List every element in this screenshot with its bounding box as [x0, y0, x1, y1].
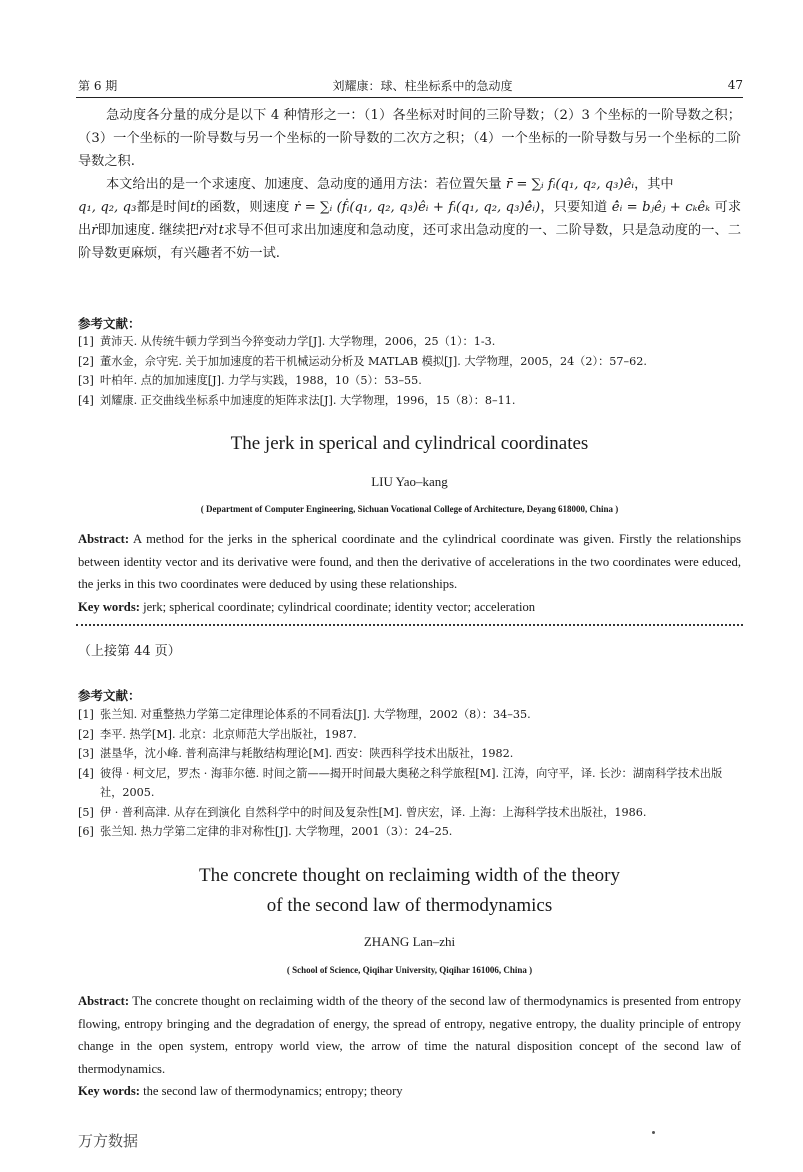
- p2-text-d: 都是时间: [136, 200, 191, 215]
- article2-abstract: [78, 990, 741, 1080]
- article2-affiliation: ( School of Science, Qiqihar University, Qiqihar 161006, China ): [286, 965, 533, 975]
- running-header: [78, 74, 743, 96]
- reference-text: 黄沛天. 从传统牛顿力学到当今猝变动力学[J]. 大学物理，2006，25（1）：1-3.: [100, 335, 496, 348]
- velocity-formula: ṙ = ∑ᵢ (ḟᵢ(q₁, q₂, q₃)êᵢ + fᵢ(q₁, q₂, q₃)ê̇ᵢ): [294, 200, 541, 215]
- reference-number: [1]: [78, 708, 94, 721]
- reference-text: 张兰知. 对重整热力学第二定律理论体系的不同看法[J]. 大学物理，2002（8）：34–35.: [100, 708, 531, 721]
- reference-item: [78, 764, 741, 803]
- footer-watermark: 万方数据: [78, 1132, 139, 1150]
- reference-number: [6]: [78, 825, 94, 838]
- abstract-label: Abstract:: [78, 532, 130, 546]
- reference-number: [1]: [78, 335, 94, 348]
- reference-number: [4]: [78, 393, 94, 407]
- reference-item: [78, 391, 741, 411]
- p2-time-var: t: [190, 200, 196, 215]
- reference-text: 伊 · 普利高津. 从存在到演化 自然科学中的时间及复杂性[M]. 曾庆宏，译. 上海：上海科学技术出版社，1986.: [100, 805, 647, 819]
- reference-item: [78, 822, 741, 842]
- p2-text-b: ，其中: [634, 177, 674, 192]
- references-list-2: [78, 705, 741, 842]
- keywords-text: jerk; spherical coordinate; cylindrical coordinate; identity vector; acceleration: [139, 600, 536, 614]
- body-paragraph-1: [78, 104, 741, 173]
- reference-number: [3]: [78, 374, 94, 387]
- reference-number: [5]: [78, 805, 94, 819]
- article1-english-title: The jerk in sperical and cylindrical coordinates: [230, 433, 589, 454]
- continued-note: （上接第 44 页）: [78, 644, 181, 659]
- article1-keywords: [78, 596, 741, 619]
- reference-item: [78, 744, 741, 764]
- reference-number: [3]: [78, 747, 94, 760]
- keywords-label: Key words:: [78, 600, 140, 614]
- reference-number: [2]: [78, 727, 94, 741]
- reference-item: [78, 371, 741, 391]
- reference-item: [78, 352, 741, 372]
- body-paragraph-1-text: 急动度各分量的成分是以下 4 种情形之一：（1）各坐标对时间的三阶导数；（2）3 个坐标的一阶导数之积；（3）一个坐标的一阶导数与另一个坐标的一阶导数的二次方之积；（4）一个坐标的一阶导数与另一个坐标的二阶导数之积.: [78, 108, 741, 169]
- unit-vector-derivative-formula: ê̇ᵢ = bⱼêⱼ + cₖêₖ: [611, 200, 711, 215]
- p2-coords: q₁, q₂, q₃: [78, 200, 137, 215]
- article2-author: ZHANG Lan–zhi: [363, 934, 456, 949]
- reference-item: [78, 705, 741, 725]
- scan-dot: [652, 1131, 655, 1134]
- p2-text-i: 对: [205, 223, 219, 238]
- section-separator: [76, 624, 743, 626]
- reference-item: [78, 803, 741, 823]
- reference-item: [78, 332, 741, 352]
- article1-affiliation: ( Department of Computer Engineering, Sichuan Vocational College of Architecture, Deyang 618000, China ): [200, 504, 619, 514]
- abstract-label-2: Abstract:: [78, 994, 130, 1008]
- abstract-text: A method for the jerks in the spherical coordinate and the cylindrical coordinate was given. Firstly the relationships between identity vector and its derivative were found, and then the derivative of accelerations in the two coordinates were educed, the jerks in this two coordinates were deduced by using these relationships.: [78, 532, 741, 591]
- p2-text-f: ，只要知道: [540, 200, 608, 215]
- article1-author: LIU Yao–kang: [371, 474, 448, 489]
- keywords-label-2: Key words:: [78, 1084, 140, 1098]
- issue-label: 第 6 期: [78, 78, 118, 93]
- article2-english-title-line-2: of the second law of thermodynamics: [266, 895, 553, 916]
- p2-rdot-2: ṙ: [198, 223, 206, 238]
- reference-text: 刘耀康. 正交曲线坐标系中加速度的矩阵求法[J]. 大学物理，1996，15（8）：8–11.: [100, 393, 516, 407]
- reference-text: 张兰知. 热力学第二定律的非对称性[J]. 大学物理，2001（3）：24–25.: [100, 825, 453, 838]
- position-vector-formula: r̄ = ∑ᵢ fᵢ(q₁, q₂, q₃)êᵢ: [505, 177, 635, 192]
- body-paragraph-2: [78, 173, 741, 265]
- references-list-1: [78, 332, 741, 410]
- reference-item: [78, 725, 741, 745]
- p2-text-j: 求导不但可求出加速度和急动度，还可求出急动度的一、二阶导数，只是急动度的一、二阶导数更麻烦，有兴趣者不妨一试.: [78, 223, 742, 261]
- reference-number: [4]: [78, 766, 94, 780]
- reference-text: 李平. 热学[M]. 北京：北京师范大学出版社，1987.: [100, 727, 357, 741]
- reference-text: 彼得 · 柯文尼，罗杰 · 海菲尔德. 时间之箭——揭开时间最大奥秘之科学旅程[M]. 江涛，向守平，译. 长沙：湖南科学技术出版社，2005.: [100, 766, 723, 799]
- p2-text-e: 的函数，则速度: [195, 200, 290, 215]
- references-heading-2: 参考文献：: [78, 688, 141, 703]
- p2-text-g: 可求出: [78, 200, 742, 238]
- keywords-text-2: the second law of thermodynamics; entropy; theory: [139, 1084, 403, 1098]
- reference-text: 湛垦华，沈小峰. 普利高津与耗散结构理论[M]. 西安：陕西科学技术出版社，1982.: [100, 747, 514, 760]
- reference-number: [2]: [78, 354, 94, 368]
- article1-abstract: [78, 528, 741, 596]
- reference-text: 叶柏年. 点的加加速度[J]. 力学与实践，1988，10（5）：53–55.: [100, 374, 422, 387]
- p2-text-h: 即加速度. 继续把: [97, 223, 199, 238]
- running-title: 刘耀康：球、柱坐标系中的急动度: [332, 78, 513, 93]
- reference-text: 董水金，佘守宪. 关于加加速度的若干机械运动分析及 MATLAB 模拟[J]. 大学物理，2005，24（2）：57–62.: [100, 354, 647, 368]
- references-heading-1: 参考文献：: [78, 316, 141, 331]
- article2-keywords: [78, 1080, 741, 1103]
- page-number: 47: [727, 78, 743, 92]
- header-rule: [76, 97, 743, 98]
- p2-rdot-1: ṙ: [91, 223, 98, 238]
- abstract-text-2: The concrete thought on reclaiming width of the theory of the second law of thermodynamics is presented from entropy flowing, entropy bringing and the degradation of energy, the spread of entropy, negative entropy, the duality principle of entropy change in the open system, entropy world view, the arrow of time the natural disposition concept of the second law of thermodynamics.: [78, 994, 741, 1076]
- p2-time-var-2: t: [218, 223, 224, 238]
- article2-english-title-line-1: The concrete thought on reclaiming width of the theory: [198, 865, 621, 886]
- p2-text-a: 本文给出的是一个求速度、加速度、急动度的通用方法：若位置矢量: [106, 177, 502, 192]
